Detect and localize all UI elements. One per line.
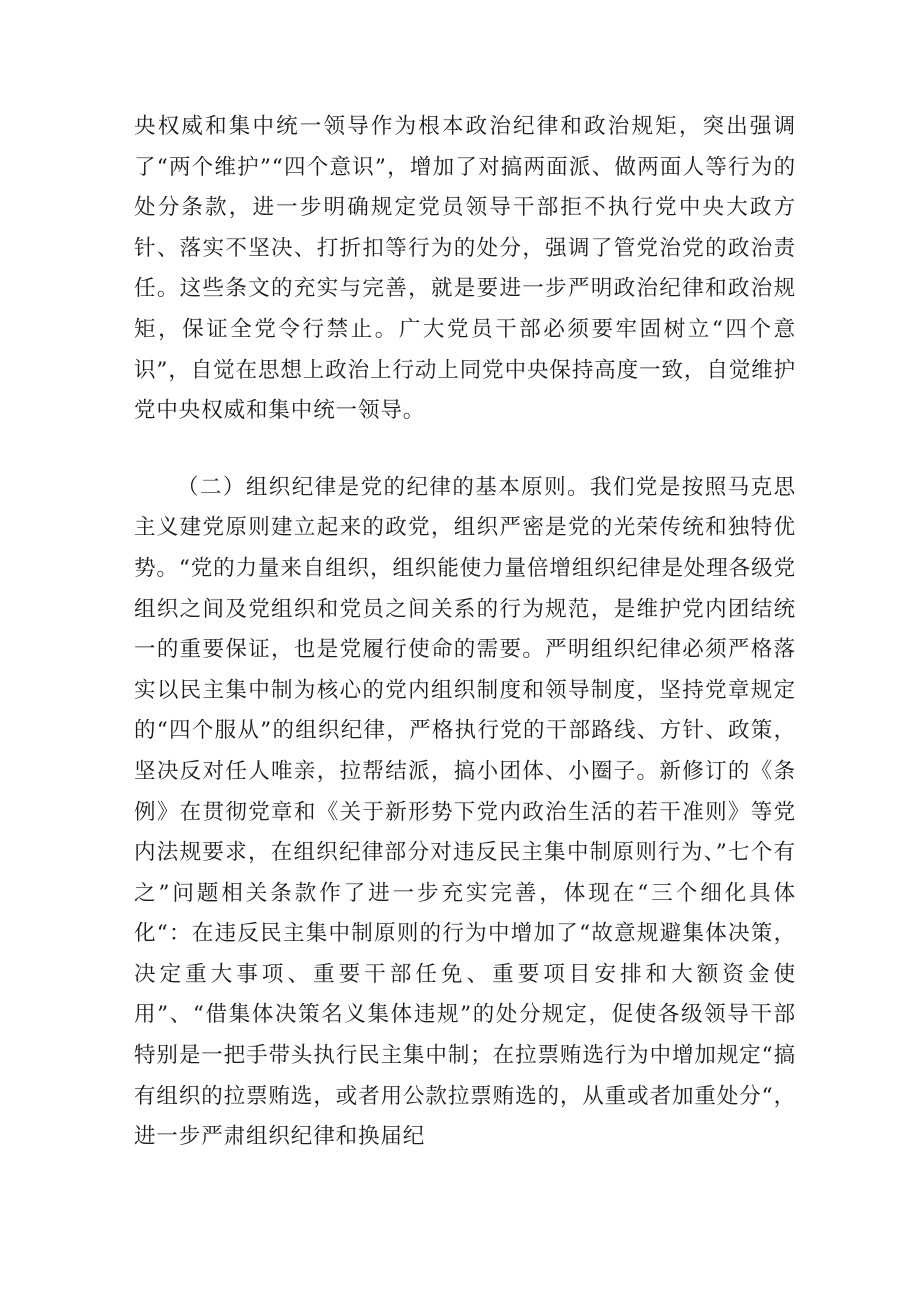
document-body xyxy=(134,107,796,1158)
paragraph-organizational-discipline xyxy=(134,468,796,1158)
paragraph-political-discipline: 央权威和集中统一领导作为根本政治纪律和政治规矩，突出强调了“两个维护”“四个意识”，增加了对搞两面派、做两面人等行为的处分条款，进一步明确规定党员领导干部拒不执行党中央大政方针、落实不坚决、打折扣等行为的处分，强调了管党治党的政治责任。这些条文的充实与完善，就是要进一步严明政治纪律和政治规矩，保证全党令行禁止。广大党员干部必须要牢固树立“四个意识”，自觉在思想上政治上行动上同党中央保持高度一致，自觉维护党中央权威和集中统一领导。 xyxy=(134,114,796,424)
section-heading-two: （二）组织纪律是党的纪律的基本原则。 xyxy=(177,474,591,500)
paragraph-body-text: 我们党是按照马克思主义建党原则建立起来的政党，组织严密是党的光荣传统和独特优势。“党的力量来自组织，组织能使力量倍增组织纪律是处理各级党组织之间及党组织和党员之间关系的行为规范，是维护党内团结统一的重要保证，也是党履行使命的需要。严明组织纪律必须严格落实以民主集中制为核心的党内组织制度和领导制度，坚持党章规定的“四个服从”的组织纪律，严格执行党的干部路线、方针、政策，坚决反对任人唯亲，拉帮结派，搞小团体、小圈子。新修订的《条例》在贯彻党章和《关于新形势下党内政治生活的若干准则》等党内法规要求，在组织纪律部分对违反民主集中制原则行为、”七个有之”问题相关条款作了进一步充实完善，体现在“三个细化具体化“：在违反民主集中制原则的行为中增加了“故意规避集体决策，决定重大事项、重要干部任免、重要项目安排和大额资金使用”、“借集体决策名义集体违规”的处分规定，促使各级领导干部特别是一把手带头执行民主集中制；在拉票贿选行为中增加规定“搞有组织的拉票贿选，或者用公款拉票贿选的，从重或者加重处分“，进一步严肃组织纪律和换届纪 xyxy=(134,474,796,1150)
